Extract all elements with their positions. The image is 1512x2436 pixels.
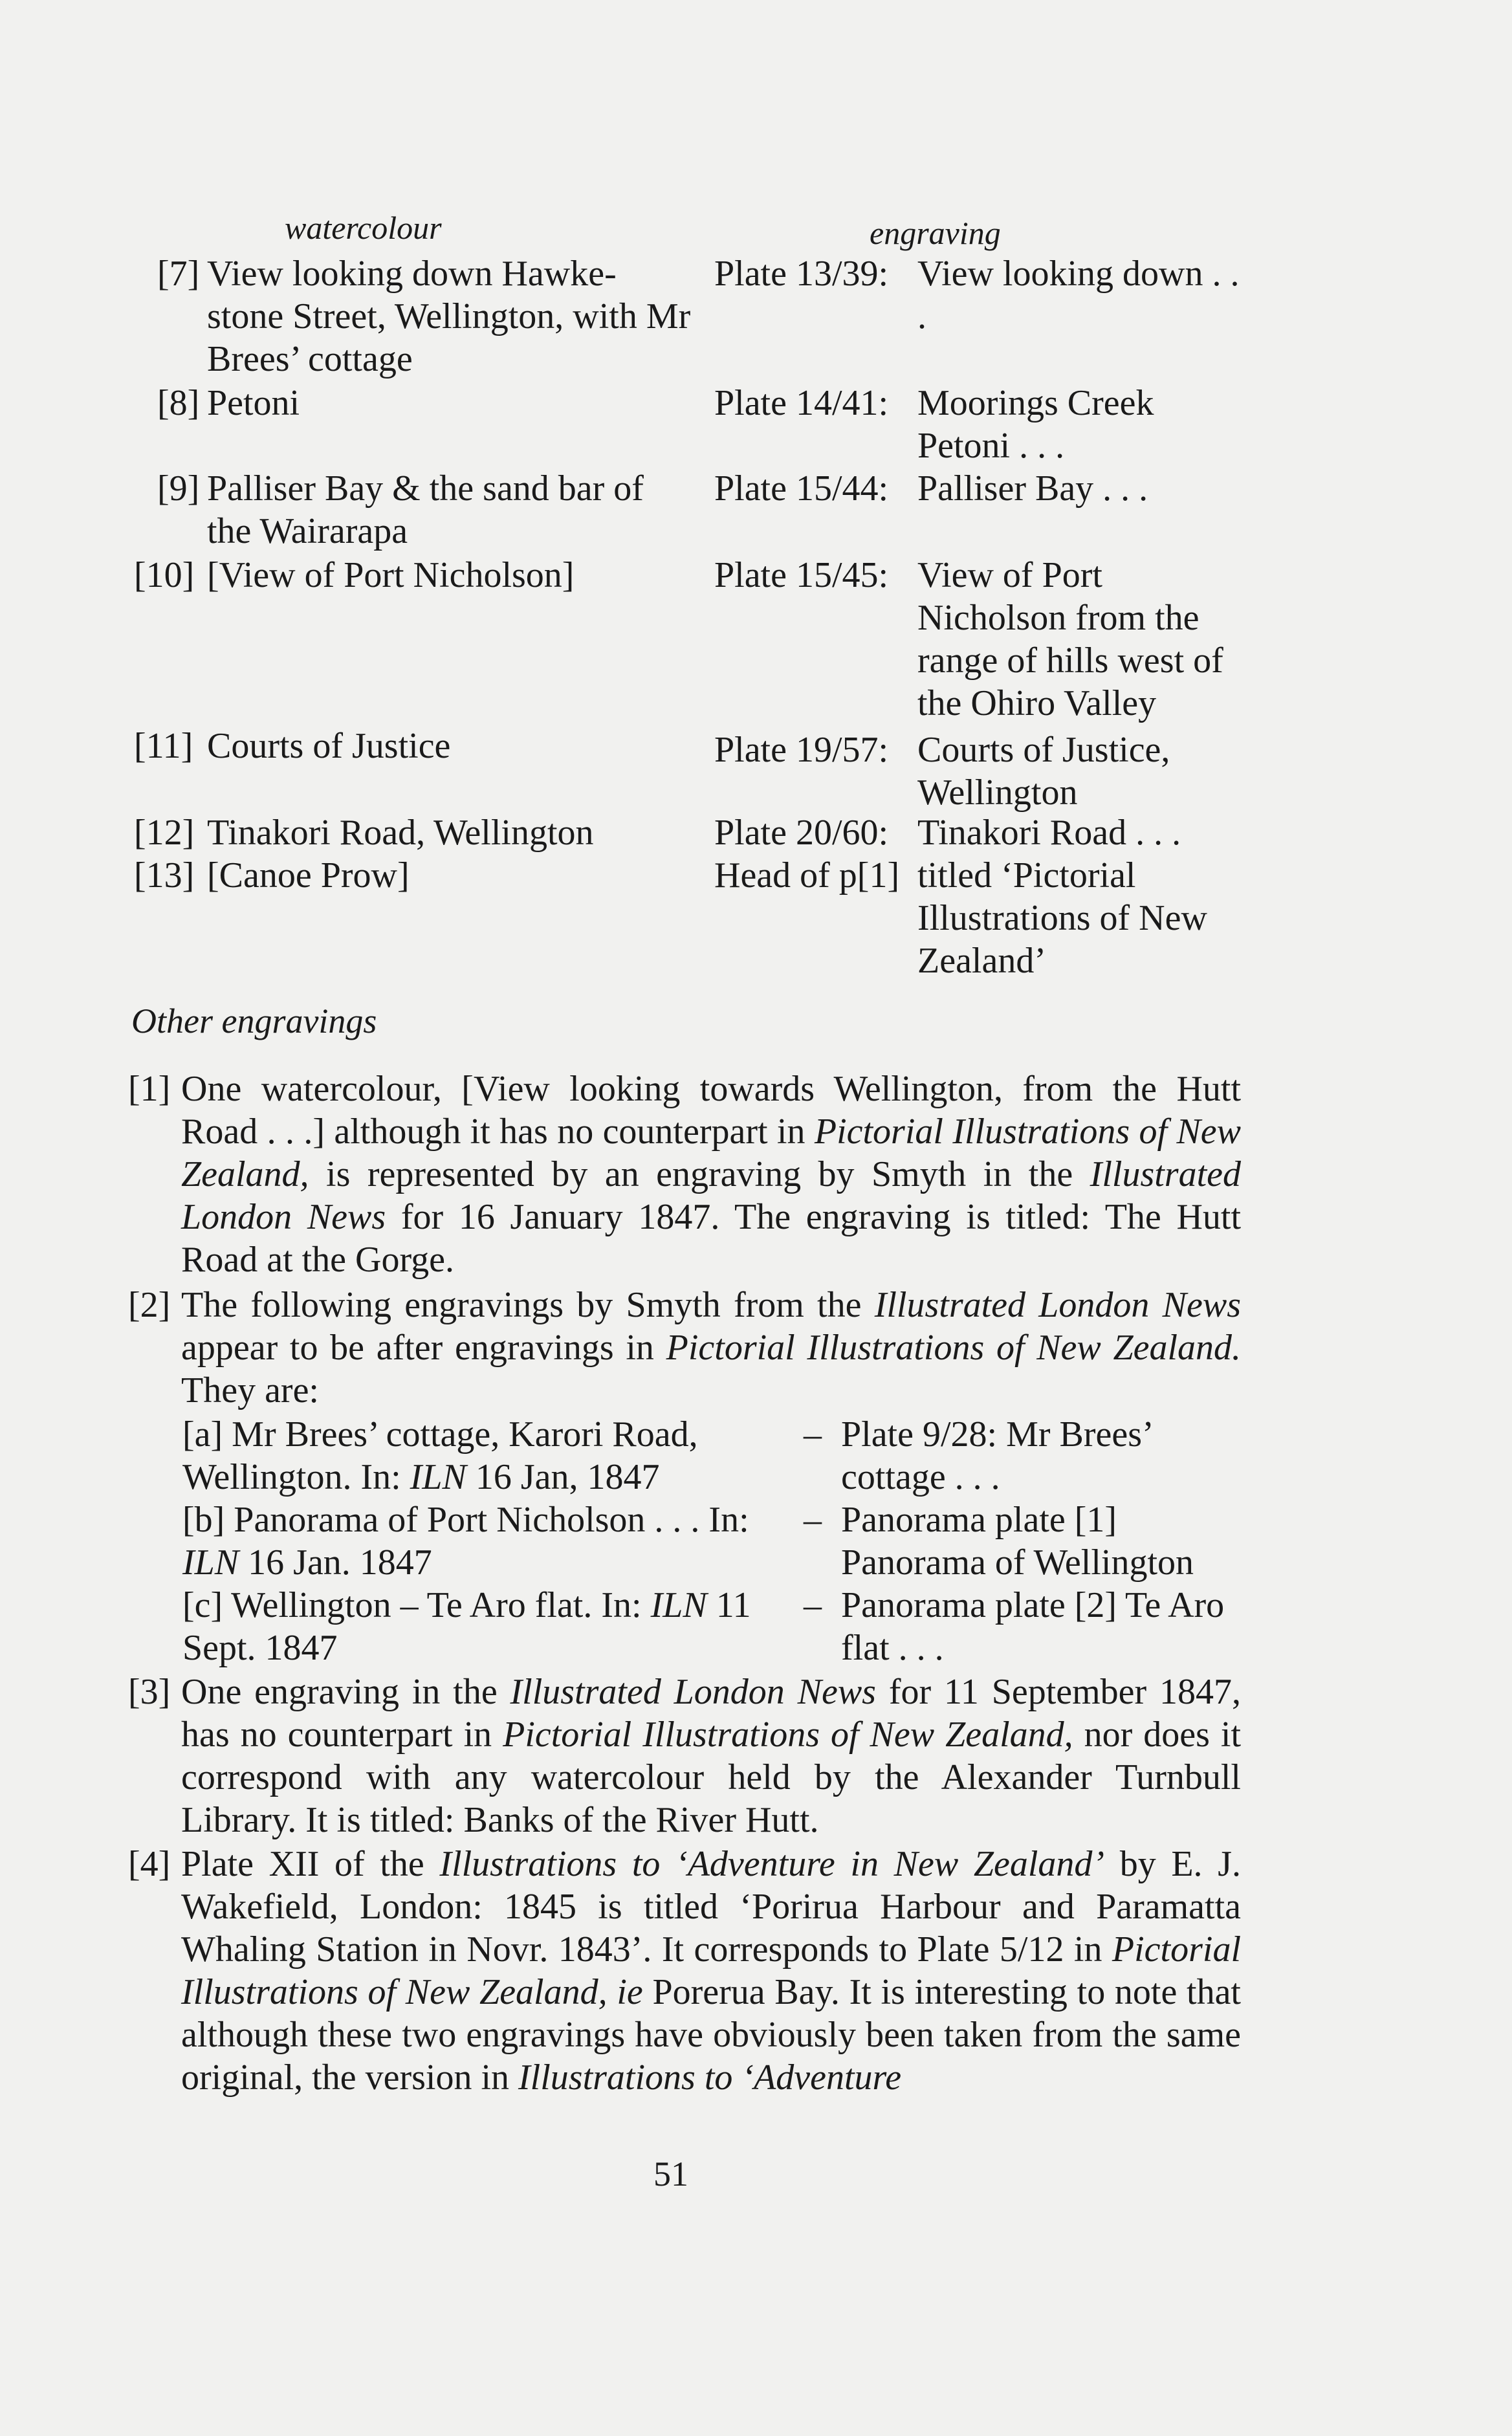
watercolour-title: Tinakori Road, Wellington: [207, 813, 594, 853]
engraving-title: View looking down . . .: [917, 254, 1240, 336]
paragraph-number: [2]: [128, 1285, 171, 1325]
paragraph-4: [128, 1843, 1241, 2099]
paragraph-3: [128, 1671, 1241, 1841]
watercolour-title: Palliser Bay & the sand bar of the Wairarapa: [207, 468, 644, 551]
page-number: 51: [653, 2155, 688, 2193]
plate-reference: Plate 15/44:: [714, 468, 889, 509]
paragraph-1: [128, 1068, 1241, 1281]
entry-number: [9]: [157, 468, 200, 509]
plate-reference: Plate 20/60:: [714, 813, 889, 853]
book-page: watercolour engraving [7] View looking down Hawke-stone Street, Wellington, with Mr Brees’ cottage Plate 13/39: View looking down . . . [8] Petoni Plate 14/41: Moorings Creek Petoni . . . [9] Palliser Bay & the sand bar of the Wairarapa Plate 15/44: Palliser Bay . . . [10] [View of Port Nicholson] Plate 15/45: View of Port Nicholson from the range of hills west of the Ohiro Valley [11] Courts of Justice Plate 19/57: Courts of Justice, Wellington [12] Tinakori Road, Wellington Plate 20/60: Tinakori Road . . . [13] [Canoe Prow] Head of p[1] titled ‘Pictorial Illustrations of New Zealand’ Other engravings [1] One watercolour, [View looking towards Wellington, from the Hutt Road . . .] although it has no counterpart in Pictorial Illustrations of New Zealand, is represented by an engraving by Smyth in the Illustrated London News for 16 January 1847. The engraving is titled: The Hutt Road at the Gorge. [2] The following engravings by Smyth from the Illustrated London News appear to be after engravings in Pictorial Illustrations of New Zealand. They are: [a] Mr Brees’ cottage, Karori Road, Wellington. In: ILN 16 Jan, 1847 – Plate 9/28: Mr Brees’ cottage . . . [b] Panorama of Port Nicholson . . . In: ILN 16 Jan. 1847 – Panorama plate [1] Panorama of Wellington [c] Wellington – Te Aro flat. In: ILN 11 Sept. 1847 – Panorama plate [2] Te Aro flat . . . [3] One engraving in the Illustrated London News for 11 September 1847, has no counterpart in Pictorial Illustrations of New Zealand, nor does it correspond with any watercolour held by the Alexander Turnbull Library. It is titled: Banks of the River Hutt. [4] Plate XII of the Illustrations to ‘Adventure in New Zealand’ by E. J. Wakefield, London: 1845 is titled ‘Porirua Harbour and Paramatta Whaling Station in Novr. 1843’. It corresponds to Plate 5/12 in Pictorial Illustrations of New Zealand, ie Porerua Bay. It is interesting to note that although these two engravings have obviously been taken from the same original, the version in Illustrations to ‘Adventure 51: [128, 210, 1242, 2193]
entry-number: [12]: [134, 813, 195, 853]
watercolour-title: Courts of Justice: [207, 726, 451, 766]
engraving-title: Courts of Justice, Wellington: [917, 730, 1170, 813]
engraving-title: titled ‘Pictorial Illustrations of New Zealand’: [917, 855, 1207, 981]
paragraph-text: One engraving in the Illustrated London News for 11 September 1847, has no counterpart in Pictorial Illustrations of New Zealand, nor does it correspond with any watercolour held by the Alexander Turnbull Library. It is titled: Banks of the River Hutt.: [181, 1672, 1241, 1840]
watercolour-title: Petoni: [207, 383, 300, 423]
engraving-title: Tinakori Road . . .: [917, 813, 1181, 853]
plate-reference: Plate 15/45:: [714, 555, 889, 595]
plate-reference: Plate 13/39:: [714, 254, 889, 294]
watercolour-title: [Canoe Prow]: [207, 855, 410, 895]
entry-number: [8]: [157, 383, 200, 423]
plate-reference: Head of p[1]: [714, 855, 900, 895]
watercolour-title: View looking down Hawke-stone Street, Wellington, with Mr Brees’ cottage: [207, 254, 691, 379]
engraving-title: Palliser Bay . . .: [917, 468, 1148, 509]
paragraph-text: Plate XII of the Illustrations to ‘Adventure in New Zealand’ by E. J. Wakefield, London: 1845 is titled ‘Porirua Harbour and Paramatta Whaling Station in Novr. 1843’. It corresponds to Plate 5/12 in Pictorial Illustrations of New Zealand, ie Porerua Bay. It is interesting to note that although these two engravings have obviously been taken from the same original, the version in Illustrations to ‘Adventure: [181, 1844, 1242, 2098]
entry-number: [13]: [134, 855, 195, 895]
engraving-title: Moorings Creek Petoni . . .: [917, 383, 1154, 466]
paragraph-text: The following engravings by Smyth from the Illustrated London News appear to be after engravings in Pictorial Illustrations of New Zealand. They are:: [181, 1285, 1242, 1410]
entry-number: [7]: [157, 254, 200, 294]
paragraph-number: [1]: [128, 1069, 171, 1109]
paragraph-number: [3]: [128, 1672, 171, 1712]
watercolour-column-header: watercolour: [285, 210, 442, 246]
engraving-column-header: engraving: [870, 215, 1001, 251]
paragraph-number: [4]: [128, 1844, 171, 1884]
plate-reference: Plate 14/41:: [714, 383, 889, 423]
paragraph-text: One watercolour, [View looking towards Wellington, from the Hutt Road . . .] although it has no counterpart in Pictorial Illustrations of New Zealand, is represented by an engraving by Smyth in the Illustrated London News for 16 January 1847. The engraving is titled: The Hutt Road at the Gorge.: [181, 1069, 1242, 1280]
plate-reference: Plate 19/57:: [714, 730, 889, 770]
entry-number: [10]: [134, 555, 195, 595]
section-title: Other engravings: [131, 1002, 377, 1040]
watercolour-title: [View of Port Nicholson]: [207, 555, 575, 595]
engraving-title: View of Port Nicholson from the range of hills west of the Ohiro Valley: [917, 555, 1223, 723]
entry-number: [11]: [134, 726, 193, 766]
paragraph-2: [128, 1284, 1241, 1412]
